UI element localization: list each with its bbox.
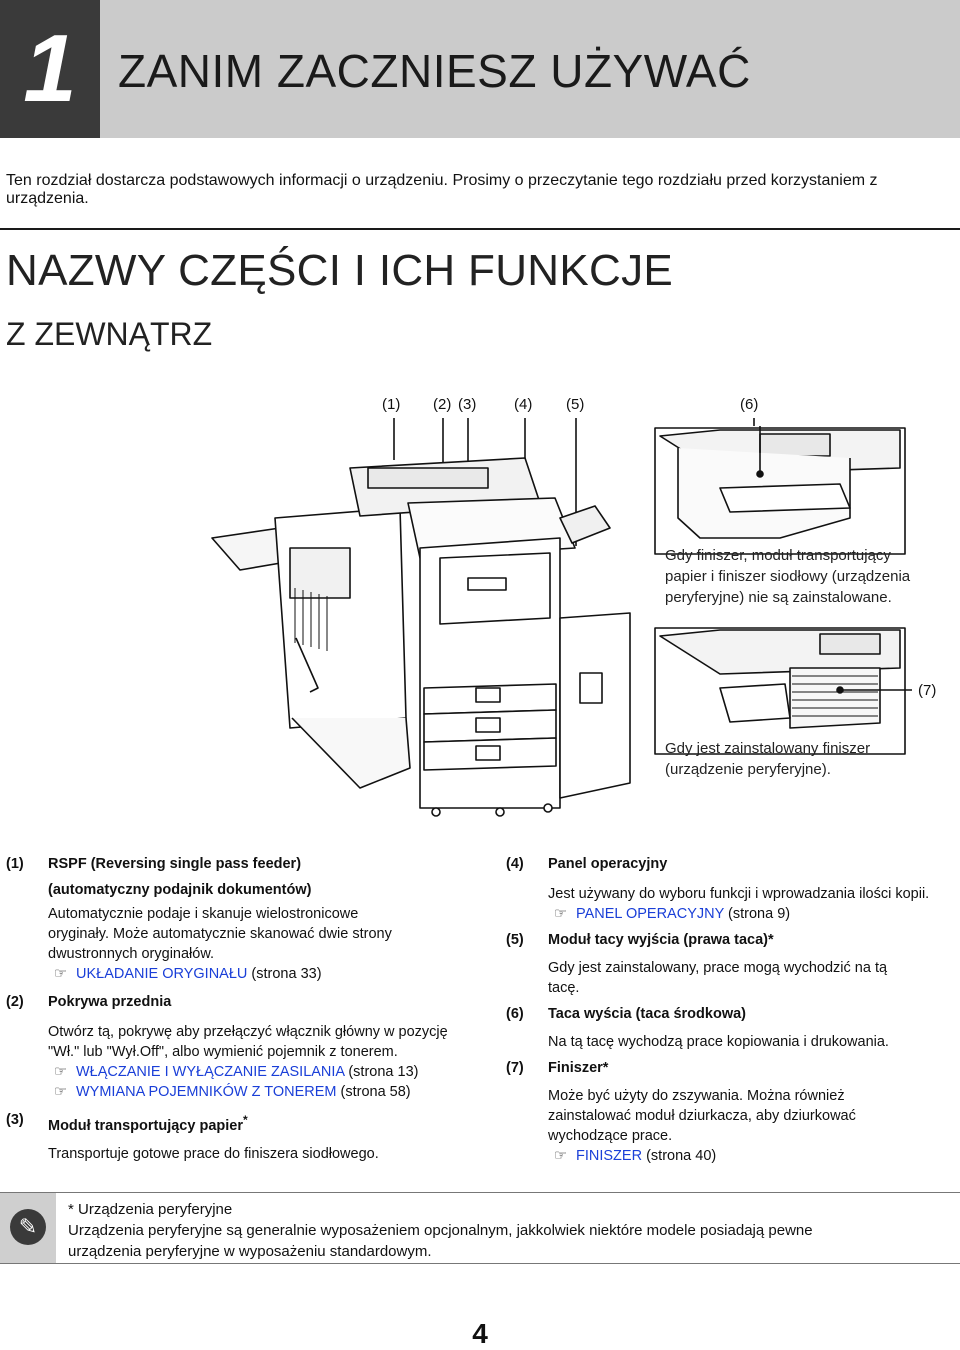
pointing-hand-icon: ☞ (54, 1084, 67, 1100)
callout-7: (7) (918, 682, 937, 699)
ref-link[interactable]: UKŁADANIE ORYGINAŁU (76, 966, 248, 982)
pointing-hand-icon: ☞ (54, 1064, 67, 1080)
pointing-hand-icon: ☞ (54, 966, 67, 982)
page-number: 4 (472, 1318, 488, 1349)
note-box (0, 1192, 960, 1264)
callout-1: (1) (382, 396, 401, 413)
divider (0, 228, 960, 230)
chapter-header (0, 0, 960, 138)
part-entry-6: (6) Taca wyścia (taca środkowa) Na tą tacę wychodzą prace kopiowania i drukowania. (506, 1006, 889, 1050)
intro-text: Ten rozdział dostarcza podstawowych informacji o urządzeniu. Prosimy o przeczytanie tego rozdziału przed korzystaniem z urządzenia. (6, 172, 878, 207)
callout-3: (3) (458, 396, 477, 413)
chapter-title: ZANIM ZACZNIESZ UŻYWAĆ (118, 45, 751, 97)
parts-list-right (504, 854, 954, 1171)
pointing-hand-icon: ☞ (554, 906, 567, 922)
reference: ☞ UKŁADANIE ORYGINAŁU (strona 33) (54, 966, 322, 982)
part-entry-5: (5) Moduł tacy wyjścia (prawa taca)* Gdy jest zainstalowany, prace mogą wychodzić na tą tacę. (506, 932, 888, 996)
callout-6: (6) (740, 396, 759, 413)
section-title: NAZWY CZĘŚCI I ICH FUNKCJE (6, 246, 674, 295)
callout-4: (4) (514, 396, 533, 413)
ref-link[interactable]: WYMIANA POJEMNIKÓW Z TONEREM (76, 1084, 337, 1100)
parts-list-left (4, 854, 474, 1169)
reference: ☞ WYMIANA POJEMNIKÓW Z TONEREM (strona 58) (54, 1084, 411, 1100)
part-entry-2: (2) Pokrywa przednia Otwórz tą, pokrywę aby przełączyć włącznik główny w pozycję "Wł." lub "Wył.Off", albo wymienić pojemnik z tonerem. ☞ WŁĄCZANIE I WYŁĄCZANIE ZASILANIA (strona 13) ☞ WYMIANA POJEMNIKÓW Z TONEREM (strona 58) (4, 992, 474, 1102)
part-entry-7: (7) Finiszer* Może być użyty do zszywania. Można również zainstalować moduł dziurkacza, aby dziurkować wychodzące prace. ☞ FINISZER (strona 40) (504, 1058, 954, 1166)
ref-link[interactable]: PANEL OPERACYJNY (576, 906, 725, 922)
callout-5: (5) (566, 396, 585, 413)
note-text: * Urządzenia peryferyjne Urządzenia peryferyjne są generalnie wyposażeniem opcjonalnym, jakkolwiek niektóre modele posiadają pewne urządzenia peryferyjne w wyposażeniu standardowym. (68, 1201, 813, 1260)
section-subtitle: Z ZEWNĄTRZ (6, 316, 213, 352)
part-entry-1: (1) RSPF (Reversing single pass feeder) (automatyczny podajnik dokumentów) Automatycznie podaje i skanuje wielostronicowe oryginały. Może automatycznie skanować dwie strony dwustronnych oryginałów. ☞ UKŁADANIE ORYGINAŁU (strona 33) (4, 854, 474, 984)
pencil-icon: ✎ (10, 1209, 46, 1245)
caption-finisher-installed: Gdy jest zainstalowany finiszer (urządzenie peryferyjne). (665, 740, 871, 778)
part-entry-3: (3) Moduł transportujący papier* Transportuje gotowe prace do finiszera siodłowego. (6, 1112, 379, 1162)
callout-2: (2) (433, 396, 452, 413)
note-icon-box (0, 1193, 56, 1263)
reference: ☞ WŁĄCZANIE I WYŁĄCZANIE ZASILANIA (strona 13) (54, 1064, 419, 1080)
reference: ☞ PANEL OPERACYJNY (strona 9) (554, 906, 791, 922)
ref-link[interactable]: FINISZER (576, 1148, 643, 1164)
pointing-hand-icon: ☞ (554, 1148, 567, 1164)
part-entry-4: (4) Panel operacyjny Jest używany do wyboru funkcji i wprowadzania ilości kopii. ☞ PANEL OPERACYJNY (strona 9) (504, 854, 954, 924)
caption-no-peripherals: Gdy finiszer, moduł transportujący papier i finiszer siodłowy (urządzenia peryferyjne) nie są zainstalowane. (665, 547, 911, 606)
chapter-number: 1 (0, 0, 100, 138)
ref-link[interactable]: WŁĄCZANIE I WYŁĄCZANIE ZASILANIA (76, 1064, 345, 1080)
reference: ☞ FINISZER (strona 40) (554, 1148, 717, 1164)
